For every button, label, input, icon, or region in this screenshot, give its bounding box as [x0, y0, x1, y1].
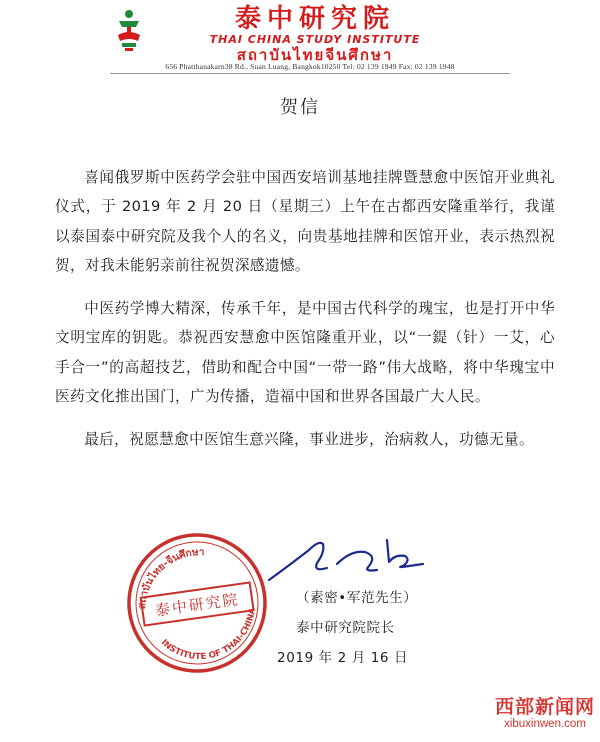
letter-title: 贺信 [280, 97, 320, 118]
signer-name: （素密•军范先生） [296, 590, 418, 606]
watermark-site-name: 西部新闻网 [494, 696, 595, 718]
svg-text:泰中研究院: 泰中研究院 [153, 590, 241, 620]
paragraph-3: 最后，祝愿慧愈中医馆生意兴隆，事业进步，治病救人，功德无量。 [84, 431, 535, 449]
svg-text:สถาบันไทย-จีนศึกษา: สถาบันไทย-จีนศึกษา [136, 547, 205, 610]
letterhead-name-th: สถาบันไทยจีนศึกษา [236, 46, 394, 64]
watermark-url: xibuxinwen.com [504, 718, 586, 730]
letterhead-divider [110, 73, 510, 74]
paragraph-2: 中医药学博大精深，传承千年，是中国古代科学的瑰宝，也是打开中华文明宝库的钥匙。恭祝西安慧愈中医馆隆重开业，以“一鍉（针）一艾，心手合一”的高超技艺，借助和配合中国“一带一路”伟大战略，将中华瑰宝中医药文化推出国门，广为传播，造福中国和世界各国最广大人民。 [55, 300, 555, 406]
letterhead-address: 656 Phatthanakarn38 Rd., Suan Luang, Bangkok10250 Tel: 02 139 1949 Fax: 02 139 1948 [165, 62, 455, 71]
letterhead-name-en: THAI CHINA STUDY INSTITUTE [209, 33, 421, 46]
svg-text:INSTITUTE OF THAI-CHINA STUDY: INSTITUTE OF THAI-CHINA [158, 607, 258, 663]
handwritten-signature [265, 530, 440, 585]
institute-seal-stamp [122, 528, 272, 678]
letterhead-name-cn: 泰中研究院 [234, 4, 395, 34]
letter-date: 2019 年 2 月 16 日 [277, 650, 409, 666]
institute-logo-icon [114, 7, 144, 53]
signer-role: 泰中研究院院长 [296, 620, 395, 636]
paragraph-1: 喜闻俄罗斯中医药学会驻中国西安培训基地挂牌暨慧愈中医馆开业典礼仪式，于 2019 年 2 月 20 日（星期三）上午在古都西安隆重举行，我谨以泰国泰中研究院及我个人的名义，向贵基地挂牌和医馆开业，表示热烈祝贺，对我未能躬亲前往祝贺深感遗憾。 [55, 169, 555, 274]
letter-body [55, 163, 555, 469]
